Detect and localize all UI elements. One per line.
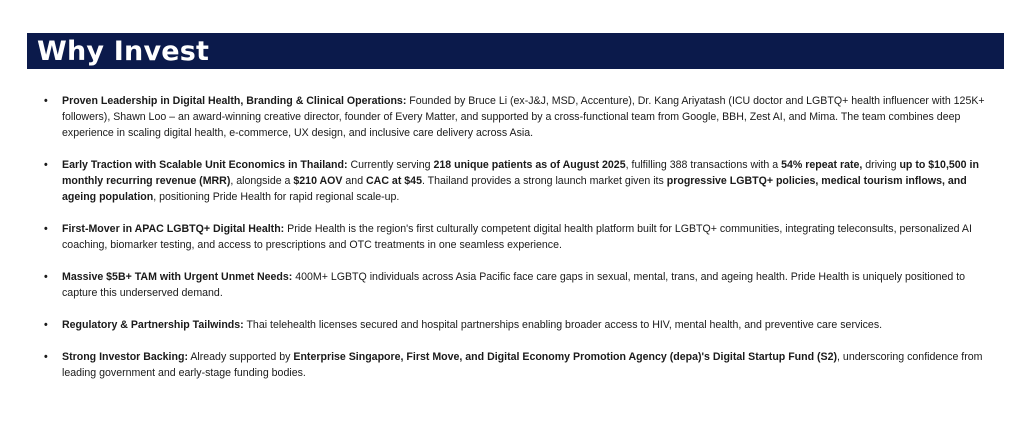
- bullet-text: driving: [862, 159, 900, 171]
- bullet-item: [44, 349, 994, 381]
- bullet-item: [44, 269, 994, 301]
- bullet-list: [44, 93, 994, 397]
- bullet-text: , alongside a: [230, 175, 294, 187]
- bullet-dot-icon: •: [44, 159, 48, 171]
- page-title: Why Invest: [37, 35, 210, 67]
- bullet-text: Thai telehealth licenses secured and hospital partnerships enabling broader access to HIV, mental health, and preventive care services.: [243, 319, 883, 331]
- title-bar: [27, 33, 1004, 69]
- bullet-bold-text: Enterprise Singapore, First Move, and Digital Economy Promotion Agency (depa)'s Digital Startup Fund (S2): [293, 351, 838, 363]
- bullet-bold-text: 54% repeat rate,: [781, 159, 863, 171]
- bullet-bold-text: progressive LGBTQ+ policies, medical tourism inflows, and ageing population: [62, 175, 967, 203]
- bullet-item: [44, 317, 994, 333]
- bullet-text: and: [342, 175, 367, 187]
- bullet-item: [44, 221, 994, 253]
- bullet-text: Founded by Bruce Li (ex-J&J, MSD, Accenture), Dr. Kang Ariyatash (ICU doctor and LGBTQ+ health influencer with 125K+ followers), Shawn Loo – an award-winning creative director, founder of Every Matter, and supported by a cross-functional team from Google, BBH, Zest AI, and Mima. The team combines deep experience in scaling digital health, e-commerce, UX design, and inclusive care delivery across Asia.: [62, 95, 985, 139]
- bullet-text: Currently serving: [347, 159, 434, 171]
- bullet-item: [44, 157, 994, 205]
- bullet-dot-icon: •: [44, 351, 48, 363]
- bullet-bold-text: Early Traction with Scalable Unit Economics in Thailand:: [62, 159, 348, 171]
- bullet-dot-icon: •: [44, 95, 48, 107]
- bullet-dot-icon: •: [44, 319, 48, 331]
- bullet-bold-text: Massive $5B+ TAM with Urgent Unmet Needs:: [62, 271, 293, 283]
- bullet-bold-text: First-Mover in APAC LGBTQ+ Digital Health:: [62, 223, 285, 235]
- bullet-item: [44, 93, 994, 141]
- bullet-dot-icon: •: [44, 271, 48, 283]
- bullet-text: 400M+ LGBTQ individuals across Asia Pacific face care gaps in sexual, mental, trans, and ageing health. Pride Health is uniquely positioned to capture this underserved demand.: [62, 271, 966, 299]
- bullet-text: , underscoring confidence from leading government and early-stage funding bodies.: [62, 351, 983, 379]
- bullet-text: , fulfilling 388 transactions with a: [625, 159, 782, 171]
- bullet-bold-text: 218 unique patients as of August 2025: [433, 159, 626, 171]
- bullet-bold-text: Proven Leadership in Digital Health, Branding & Clinical Operations:: [62, 95, 407, 107]
- bullet-bold-text: $210 AOV: [293, 175, 343, 187]
- bullet-bold-text: Strong Investor Backing:: [62, 351, 188, 363]
- bullet-bold-text: up to $10,500 in monthly recurring revenue (MRR): [62, 159, 979, 187]
- bullet-dot-icon: •: [44, 223, 48, 235]
- bullet-text: , positioning Pride Health for rapid regional scale-up.: [153, 191, 400, 203]
- bullet-bold-text: Regulatory & Partnership Tailwinds:: [62, 319, 244, 331]
- bullet-bold-text: CAC at $45: [366, 175, 422, 187]
- bullet-text: Already supported by: [187, 351, 294, 363]
- bullet-text: . Thailand provides a strong launch market given its: [421, 175, 667, 187]
- bullet-text: Pride Health is the region's first culturally competent digital health platform built for LGBTQ+ communities, integrating teleconsults, personalized AI coaching, biomarker testing, and access to prescriptions and OTC treatments in one seamless experience.: [62, 223, 972, 251]
